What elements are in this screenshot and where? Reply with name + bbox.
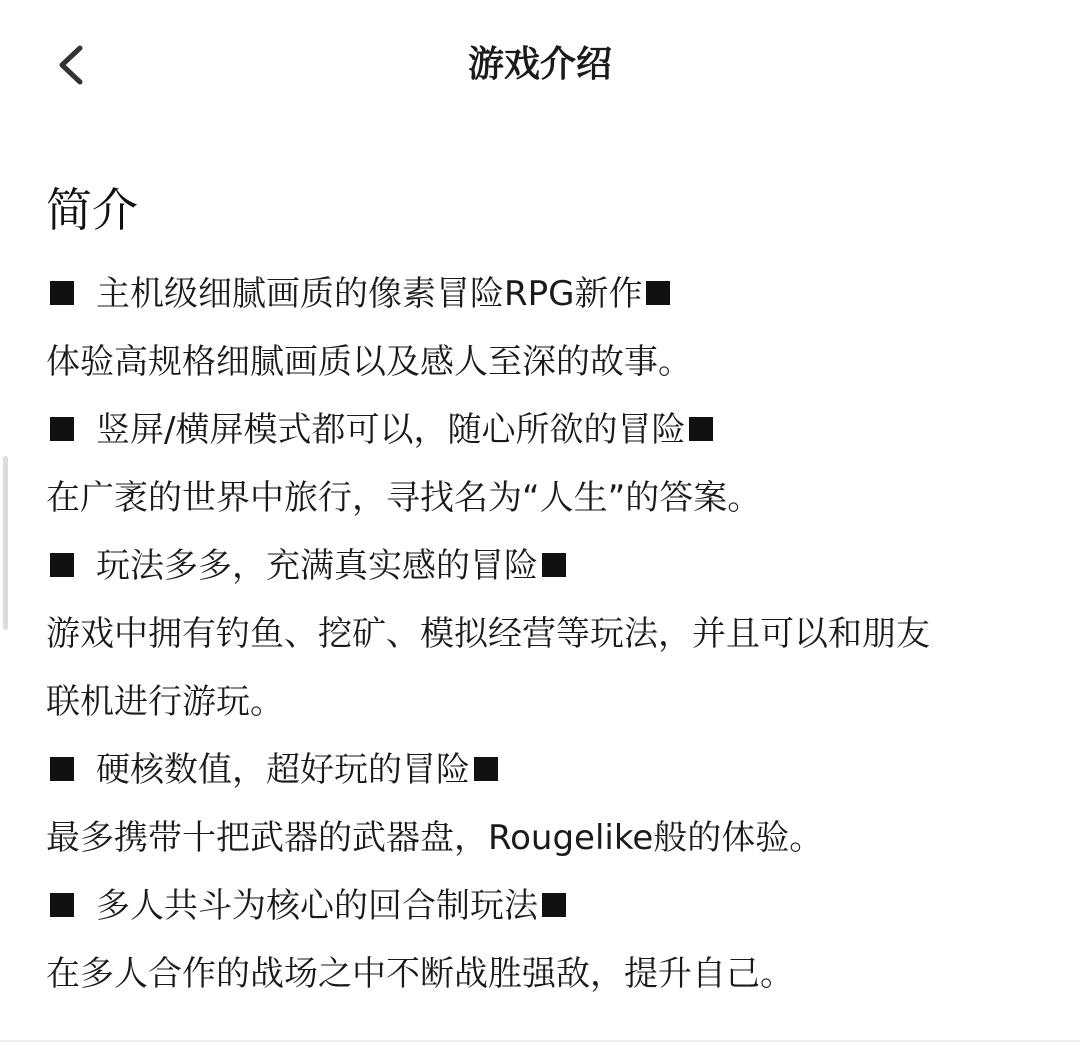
- feature-line: [46, 532, 1046, 600]
- description-line: 体验高规格细腻画质以及感人至深的故事。: [46, 342, 692, 382]
- feature-text: 多人共斗为核心的回合制玩法: [96, 886, 538, 926]
- feature-text: 主机级细腻画质的像素冒险RPG新作: [96, 274, 643, 314]
- square-bullet-icon: [689, 417, 713, 441]
- description-line: 联机进行游玩。: [46, 682, 284, 722]
- square-bullet-icon: [542, 893, 566, 917]
- square-bullet-icon: [50, 553, 74, 577]
- square-bullet-icon: [50, 417, 74, 441]
- feature-line: [46, 736, 1046, 804]
- section-heading: 简介: [46, 183, 138, 237]
- intro-section: [46, 172, 1046, 1008]
- scroll-indicator[interactable]: [3, 456, 8, 630]
- feature-line: [46, 396, 1046, 464]
- top-bar: [0, 0, 1080, 130]
- page-title: 游戏介绍: [467, 44, 612, 85]
- feature-line: [46, 872, 1046, 940]
- feature-text: 竖屏/横屏模式都可以，随心所欲的冒险: [96, 410, 686, 450]
- square-bullet-icon: [50, 757, 74, 781]
- square-bullet-icon: [542, 553, 566, 577]
- description-line: 游戏中拥有钓鱼、挖矿、模拟经营等玩法，并且可以和朋友: [46, 614, 930, 654]
- feature-text: 玩法多多，充满真实感的冒险: [96, 546, 538, 586]
- description-line: 在多人合作的战场之中不断战胜强敌，提升自己。: [46, 954, 794, 994]
- square-bullet-icon: [474, 757, 498, 781]
- intro-content: [46, 260, 1046, 1008]
- bottom-divider: [0, 1040, 1080, 1042]
- feature-line: [46, 260, 1046, 328]
- square-bullet-icon: [646, 281, 670, 305]
- description-line: 最多携带十把武器的武器盘，Rougelike般的体验。: [46, 818, 824, 858]
- description-line: 在广袤的世界中旅行，寻找名为“人生”的答案。: [46, 478, 762, 518]
- square-bullet-icon: [50, 893, 74, 917]
- square-bullet-icon: [50, 281, 74, 305]
- feature-text: 硬核数值，超好玩的冒险: [96, 750, 470, 790]
